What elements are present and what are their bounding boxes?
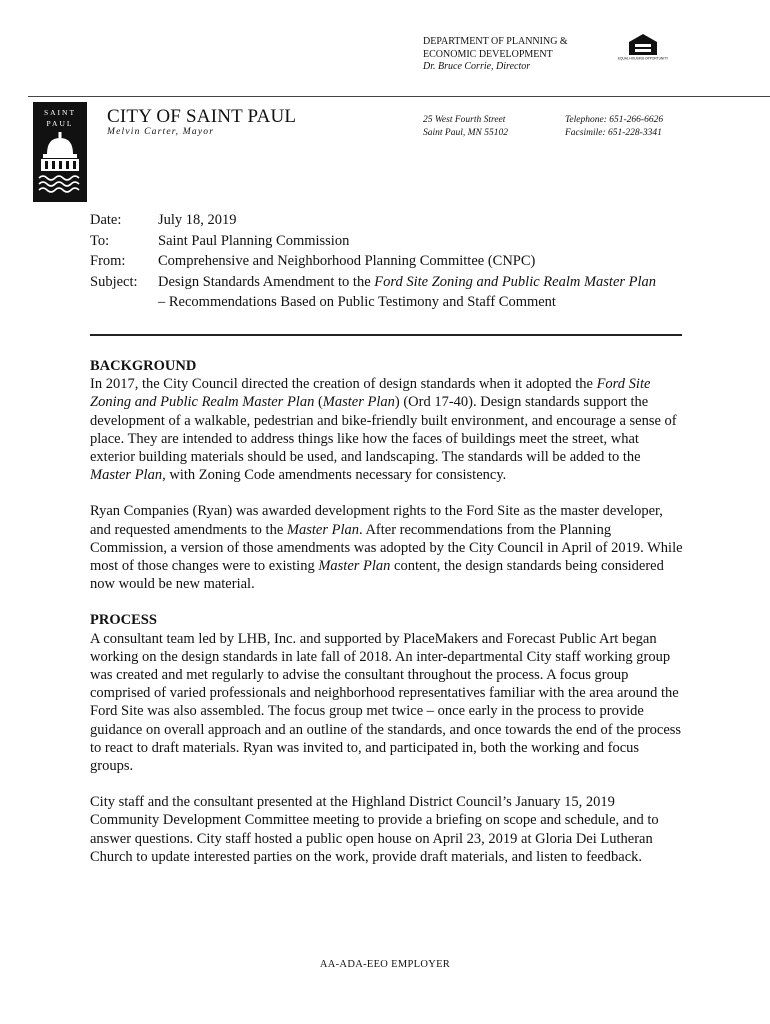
- background-paragraph-2: Ryan Companies (Ryan) was awarded development rights to the Ford Site as the master developer, and requested amendments to the Master Plan. After recommendations from the Planning Commission, a version of those amendments was adopted by the City Council in April of 2019. While most of those changes were to existing Master Plan content, the design standards being considered now would be new material.: [90, 503, 683, 593]
- background-heading: BACKGROUND: [90, 358, 197, 374]
- to-value: Saint Paul Planning Commission: [158, 232, 350, 249]
- process-paragraph-2: City staff and the consultant presented at the Highland District Council’s January 15, 2019 Community Development Committee meeting to provide a briefing on scope and schedule, and to answer questions. City staff hosted a public open house on April 23, 2019 at Gloria Dei Lutheran Church to update interested parties on the work, provide draft materials, and listen to feedback.: [90, 794, 659, 865]
- memo-body: [90, 357, 684, 880]
- subject-text-line2: – Recommendations Based on Public Testimony and Staff Comment: [158, 294, 556, 310]
- header-divider: [28, 96, 770, 97]
- city-name: CITY OF SAINT PAUL: [107, 106, 297, 127]
- address-line1: 25 West Fourth Street: [423, 115, 506, 125]
- department-header: [423, 36, 568, 74]
- from-label: From:: [90, 253, 126, 269]
- process-paragraph-1: A consultant team led by LHB, Inc. and supported by PlaceMakers and Forecast Public Art began working on the design standards in late fall of 2018. An inter-departmental City staff working group was created and met regularly to advise the consultant throughout the process. A focus group comprised of varied professionals and neighborhood representatives familiar with the area around the Ford Site was also assembled. The focus group met twice – once early in the process to provide guidance on overall approach and an outline of the standards, and once towards the end of the process to react to draft materials. Ryan was invited to, and participated in, both the working and focus groups.: [90, 630, 682, 775]
- eho-label: [618, 57, 669, 61]
- facsimile-number: Facsimile: 651-228-3341: [565, 128, 662, 138]
- department-name-line2: ECONOMIC DEVELOPMENT: [423, 48, 553, 60]
- address-line2: Saint Paul, MN 55102: [423, 128, 508, 138]
- subject-plan-title: Ford Site Zoning and Public Realm Master Plan: [374, 273, 657, 290]
- memo-divider: [90, 334, 682, 336]
- subject-value: [158, 272, 698, 313]
- from-value: Comprehensive and Neighborhood Planning Committee (CNPC): [158, 253, 536, 269]
- seal-text-bottom: PAUL: [46, 119, 74, 128]
- to-label: To:: [90, 232, 110, 249]
- memo-subject-row: [90, 272, 698, 313]
- memo-from-row: [90, 251, 698, 272]
- process-heading: PROCESS: [90, 612, 157, 629]
- svg-text:EQUAL HOUSING OPPORTUNITY: EQUAL HOUSING OPPORTUNITY: [617, 56, 669, 61]
- subject-text: Design Standards Amendment to the: [158, 273, 375, 290]
- equal-housing-icon: [617, 33, 669, 65]
- date-value: July 18, 2019: [158, 212, 237, 228]
- memo-date-row: [90, 210, 698, 231]
- department-name-line1: DEPARTMENT OF PLANNING &: [423, 36, 568, 47]
- city-seal-logo: [33, 102, 87, 202]
- subject-label: Subject:: [90, 273, 138, 290]
- contact-numbers: [565, 114, 663, 140]
- footer-employer-note: AA-ADA-EEO EMPLOYER: [319, 959, 451, 970]
- seal-text-top: SAINT: [43, 108, 77, 117]
- telephone-number: Telephone: 651-266-6626: [565, 115, 664, 125]
- office-address: [423, 114, 508, 140]
- date-label: Date:: [90, 212, 122, 228]
- mayor-name: Melvin Carter, Mayor: [107, 127, 215, 137]
- memo-header: [90, 210, 698, 313]
- memo-to-row: [90, 231, 698, 252]
- background-paragraph-1: In 2017, the City Council directed the creation of design standards when it adopted the Ford Site Zoning and Public Realm Master Plan (Master Plan) (Ord 17-40). Design standards support the development of a walkable, pedestrian and bike-friendly built environment, and encourage a sense of place. They are intended to address things like how the faces of buildings meet the street, what exterior building materials should be used, and landscaping. The standards will be added to the Master Plan, with Zoning Code amendments necessary for consistency.: [90, 376, 677, 484]
- director-name: Dr. Bruce Corrie, Director: [423, 61, 531, 72]
